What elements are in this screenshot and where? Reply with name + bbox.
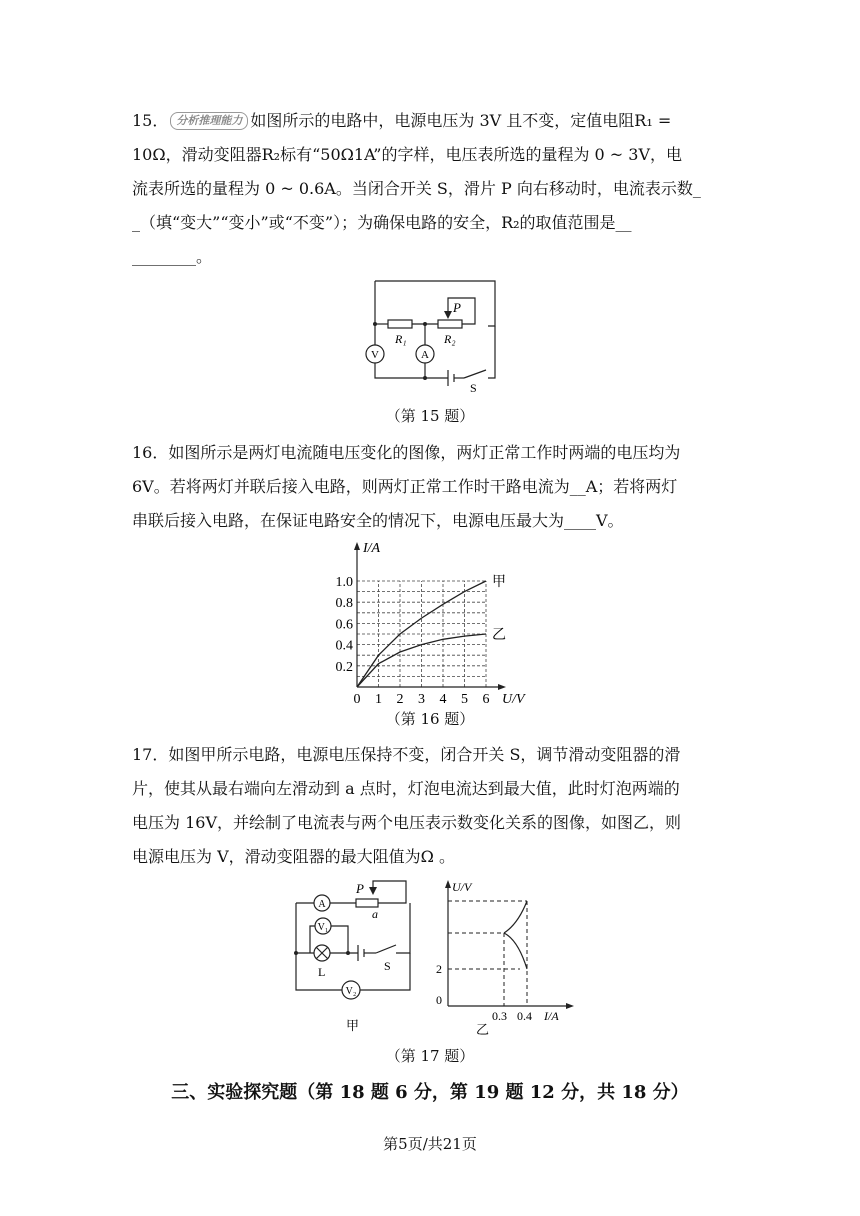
x-tick-label: 0: [353, 692, 361, 706]
question-15: [132, 104, 732, 274]
series-label-2: 乙: [492, 628, 506, 643]
graph-xlabel: I/A: [544, 1009, 559, 1023]
graph-x-tick-2: 0.4: [517, 1009, 532, 1023]
q16-line2: 6V。若将两灯并联后接入电路，则两灯正常工作时干路电流为__A；若将两灯: [132, 477, 678, 496]
switch-label: S: [384, 959, 391, 973]
x-tick-label: 1: [375, 692, 382, 706]
q15-line3: 流表所选的量程为 0 ~ 0.6A。当闭合开关 S，滑片 P 向右移动时，电流表示数_: [132, 179, 701, 198]
section-3-heading: 三、实验探究题（第 18 题 6 分，第 19 题 12 分，共 18 分）: [171, 1082, 689, 1103]
question-17: [132, 738, 732, 874]
skill-badge: 分析推理能力: [170, 112, 248, 130]
graph-y-tick: 2: [436, 962, 442, 976]
question-number: 15．: [132, 111, 169, 130]
switch-label: S: [470, 381, 477, 395]
q17-caption: （第 17 题）: [385, 1047, 475, 1065]
y-axis-arrow: [354, 542, 360, 550]
y-tick-label: 0.6: [335, 617, 353, 633]
y-tick-label: 0.4: [335, 638, 353, 654]
point-a-label: a: [372, 907, 378, 921]
q15-line5: ________。: [132, 247, 213, 266]
q17-circuit-diagram: [288, 878, 418, 1038]
graph-ylabel: U/V: [452, 880, 472, 894]
y-tick-label: 0.2: [335, 659, 353, 675]
graph-x-tick-1: 0.3: [492, 1009, 507, 1023]
slider-label: P: [453, 300, 461, 315]
figure-yi-label: 乙: [476, 1022, 490, 1036]
series-label-1: 甲: [492, 575, 506, 590]
voltmeter-label: V: [371, 349, 379, 361]
graph-origin: 0: [436, 993, 442, 1007]
q15-caption: （第 15 题）: [385, 407, 475, 425]
ammeter-label: A: [318, 899, 326, 910]
r1-label: R₁: [395, 332, 407, 346]
x-axis-label: U/V: [502, 692, 525, 706]
lamp-label: L: [318, 965, 326, 979]
ammeter-label: A: [421, 349, 429, 361]
x-axis-arrow: [498, 684, 506, 690]
voltmeter-1-label: V₁: [317, 922, 329, 933]
q16-caption: （第 16 题）: [385, 710, 475, 728]
r2-label: R₂: [444, 332, 456, 346]
x-tick-label: 2: [396, 692, 404, 706]
question-16: [132, 436, 732, 538]
q16-current-voltage-chart: [320, 536, 540, 706]
q15-line4: _（填“变大”“变小”或“不变”）；为确保电路的安全，R₂的取值范围是__: [132, 213, 632, 232]
x-tick-label: 4: [439, 692, 447, 706]
page-footer: 第5页/共21页: [383, 1135, 477, 1153]
x-tick-label: 6: [482, 692, 490, 706]
figure-jia-label: 甲: [346, 1018, 360, 1033]
y-tick-label: 0.8: [335, 596, 353, 612]
y-axis-label: I/A: [363, 541, 381, 556]
q16-line3: 串联后接入电路，在保证电路安全的情况下，电源电压最大为____V。: [132, 511, 624, 530]
y-tick-label: 1.0: [335, 575, 353, 590]
slider-label: P: [356, 881, 364, 896]
q16-line1: 16．如图所示是两灯电流随电压变化的图像，两灯正常工作时两端的电压均为: [132, 443, 681, 462]
q17-line2: 片，使其从最右端向左滑动到 a 点时，灯泡电流达到最大值，此时灯泡两端的: [132, 779, 680, 798]
q15-circuit-diagram: [360, 278, 510, 398]
q17-line4: 电源电压为 V，滑动变阻器的最大阻值为Ω 。: [132, 847, 455, 866]
voltmeter-2-label: V₂: [345, 986, 357, 997]
q17-voltage-current-graph: [428, 876, 578, 1036]
x-tick-label: 5: [461, 692, 468, 706]
q15-line2: 10Ω，滑动变阻器R₂标有“50Ω1A”的字样，电压表所选的量程为 0 ~ 3V，电: [132, 145, 683, 164]
x-tick-label: 3: [418, 692, 425, 706]
q17-line3: 电压为 16V，并绘制了电流表与两个电压表示数变化关系的图像，如图乙，则: [132, 813, 682, 832]
q17-line1: 17．如图甲所示电路，电源电压保持不变，闭合开关 S，调节滑动变阻器的滑: [132, 745, 681, 764]
q15-line1: 如图所示的电路中，电源电压为 3V 且不变，定值电阻R₁ =: [250, 111, 672, 130]
